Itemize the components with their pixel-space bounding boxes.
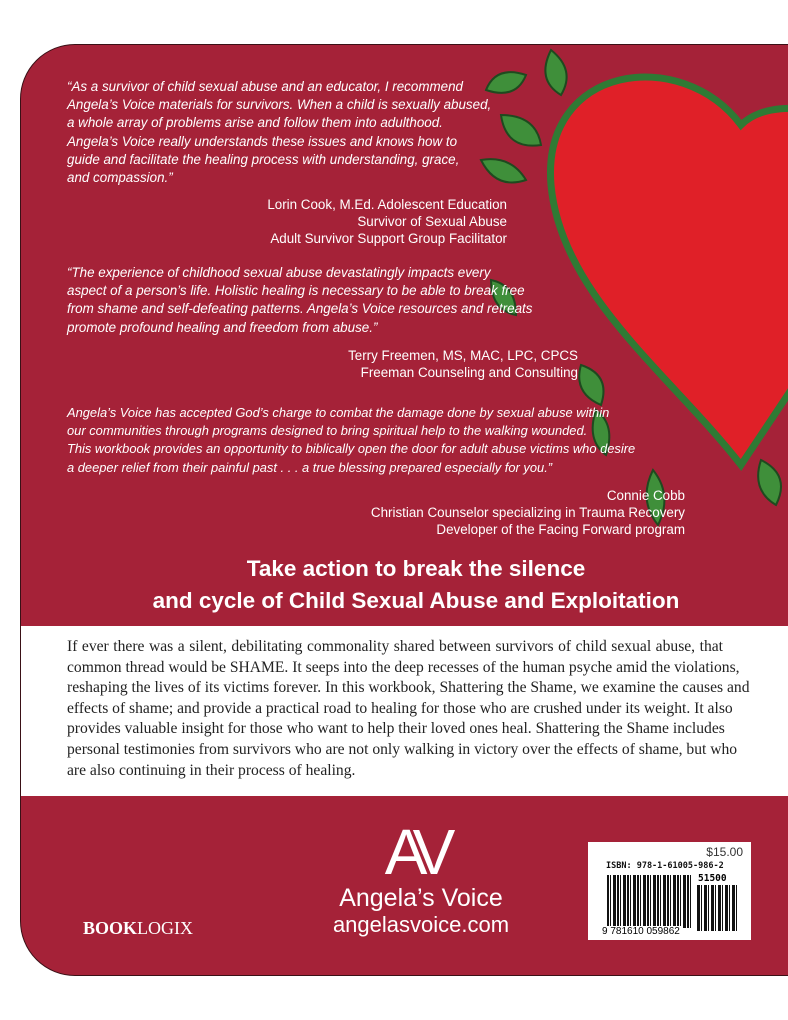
isbn: ISBN: 978-1-61005-986-2 (606, 861, 724, 871)
quote-line: Angela’s Voice materials for survivors. When a child is sexually abused, (67, 97, 492, 113)
publisher-light: LOGIX (137, 918, 194, 938)
attribution-line: Lorin Cook, M.Ed. Adolescent Education (267, 197, 507, 212)
quote-line: a deeper relief from their painful past . . . a true blessing prepared especially for you.” (67, 459, 553, 475)
quote-line: promote profound healing and freedom from abuse.” (67, 319, 378, 335)
description-band (21, 626, 788, 796)
quote-line: and compassion.” (67, 170, 173, 186)
brand-name-light: Angela’s (339, 884, 435, 912)
quote-line: guide and facilitate the healing process with understanding, grace, (67, 151, 460, 167)
attribution-line: Connie Cobb (606, 488, 685, 503)
attribution-line: Adult Survivor Support Group Facilitator (270, 231, 507, 246)
description-line: provides valuable insight for those who want to help their loved ones heal. Shattering the Shame includes (67, 720, 725, 738)
quote-line: Angela’s Voice has accepted God’s charge to combat the damage done by sexual abuse within (67, 405, 610, 420)
av-monogram: AV (384, 816, 446, 888)
brand-name (321, 884, 521, 912)
addon-bars (697, 885, 737, 931)
quote-line: a whole array of problems arise and follow them into adulthood. (67, 115, 443, 131)
website-url: angelasvoice.com (332, 912, 510, 937)
quote-line: “The experience of childhood sexual abuse devastatingly impacts every (67, 265, 491, 280)
attribution-2 (348, 347, 578, 381)
description (67, 637, 750, 781)
barcode-bars (607, 875, 691, 928)
attribution-1 (267, 196, 507, 247)
quote-line: “As a survivor of child sexual abuse and an educator, I recommend (67, 79, 463, 94)
description-line: common thread would be SHAME. It seeps into the deep recesses of the human psyche amid the violations, (67, 658, 740, 676)
publisher-logo (83, 918, 193, 939)
attribution-line: Christian Counselor specializing in Trauma Recovery (370, 505, 685, 520)
quote-line: aspect of a person’s life. Holistic healing is necessary to be able to break free (67, 283, 525, 299)
attribution-line: Terry Freemen, MS, MAC, LPC, CPCS (348, 348, 578, 363)
ean-number: 9 781610 059862 (602, 926, 680, 937)
headline-line: and cycle of Child Sexual Abuse and Exploitation (152, 588, 680, 613)
description-line: reshaping the lives of its victims forever. In this workbook, Shattering the Shame, we examine the causes and (67, 679, 750, 697)
headline-line: Take action to break the silence (246, 556, 586, 581)
back-cover-panel (20, 44, 788, 976)
isbn-barcode (588, 842, 751, 940)
attribution-3 (371, 487, 685, 538)
quote-3 (67, 404, 635, 477)
quote-line: Angela’s Voice really understands these issues and knows how to (67, 133, 458, 149)
quote-1 (67, 78, 491, 187)
price: $15.00 (706, 845, 743, 859)
angelas-voice-logo (321, 816, 521, 938)
attribution-line: Freeman Counseling and Consulting (360, 365, 578, 380)
description-line: If ever there was a silent, debilitating commonality shared between survivors of child sexual abuse, that (67, 638, 723, 655)
attribution-line: Survivor of Sexual Abuse (357, 214, 507, 229)
quote-2 (67, 264, 532, 337)
quote-line: from shame and self-defeating patterns. Angela’s Voice resources and retreats (67, 301, 533, 317)
description-line: effects of shame; and provide a practical road to healing for those who are crushed under its weight. It also (67, 699, 733, 717)
brand-name-bold: Voice (441, 884, 503, 912)
publisher-bold: BOOK (83, 918, 138, 938)
description-line: are also continuing in their process of healing. (67, 761, 356, 779)
description-line: personal testimonies from survivors who are not only walking in victory over the effects of shame, but who (67, 740, 738, 758)
price-addon: 51500 (698, 873, 727, 884)
quote-line: This workbook provides an opportunity to biblically open the door for adult abuse victims who desire (67, 441, 636, 457)
attribution-line: Developer of the Facing Forward program (436, 522, 685, 537)
quote-line: our communities through programs designed to bring spiritual help to the walking wounded. (67, 423, 588, 439)
headline (21, 553, 788, 617)
